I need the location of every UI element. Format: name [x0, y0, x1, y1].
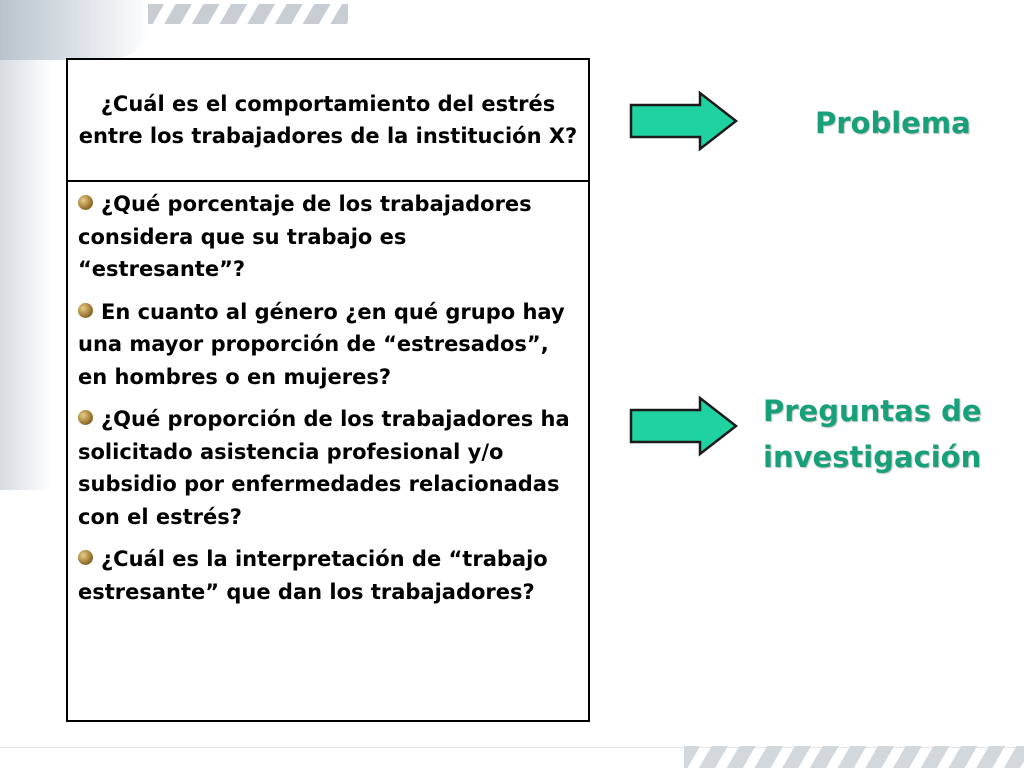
problem-text: ¿Cuál es el comportamiento del estrés entre los trabajadores de la institución X?	[78, 92, 578, 148]
research-question	[78, 188, 578, 286]
right-arrow-icon	[628, 90, 740, 152]
research-questions-list	[68, 182, 588, 608]
bullet-icon	[78, 303, 93, 318]
decorative-stripes-top	[148, 4, 348, 24]
bullet-icon	[78, 195, 93, 210]
content-table	[66, 58, 590, 722]
research-question-text: ¿Qué porcentaje de los trabajadores considera que su trabajo es “estresante”?	[78, 192, 532, 281]
problem-label: Problema	[815, 106, 971, 140]
problem-statement	[68, 60, 588, 182]
research-question-text: ¿Qué proporción de los trabajadores ha solicitado asistencia profesional y/o subsidio por enfermedades relacionadas con el estrés?	[78, 407, 570, 529]
research-question-text: En cuanto al género ¿en qué grupo hay una mayor proporción de “estresados”, en hombres o en mujeres?	[78, 299, 565, 389]
research-questions-label-line2: investigación	[763, 440, 982, 474]
bullet-icon	[78, 410, 93, 425]
bullet-icon	[78, 550, 93, 565]
research-question	[78, 403, 578, 533]
research-question	[78, 543, 578, 608]
research-question	[78, 296, 578, 394]
decorative-stripes-bottom	[684, 746, 1024, 768]
decorative-corner-graphic	[0, 0, 150, 60]
research-questions-label	[763, 388, 982, 480]
decorative-left-band	[0, 60, 52, 490]
right-arrow-icon	[628, 395, 740, 457]
research-question-text: ¿Cuál es la interpretación de “trabajo estresante” que dan los trabajadores?	[78, 547, 548, 604]
research-questions-label-line1: Preguntas de	[763, 394, 982, 428]
